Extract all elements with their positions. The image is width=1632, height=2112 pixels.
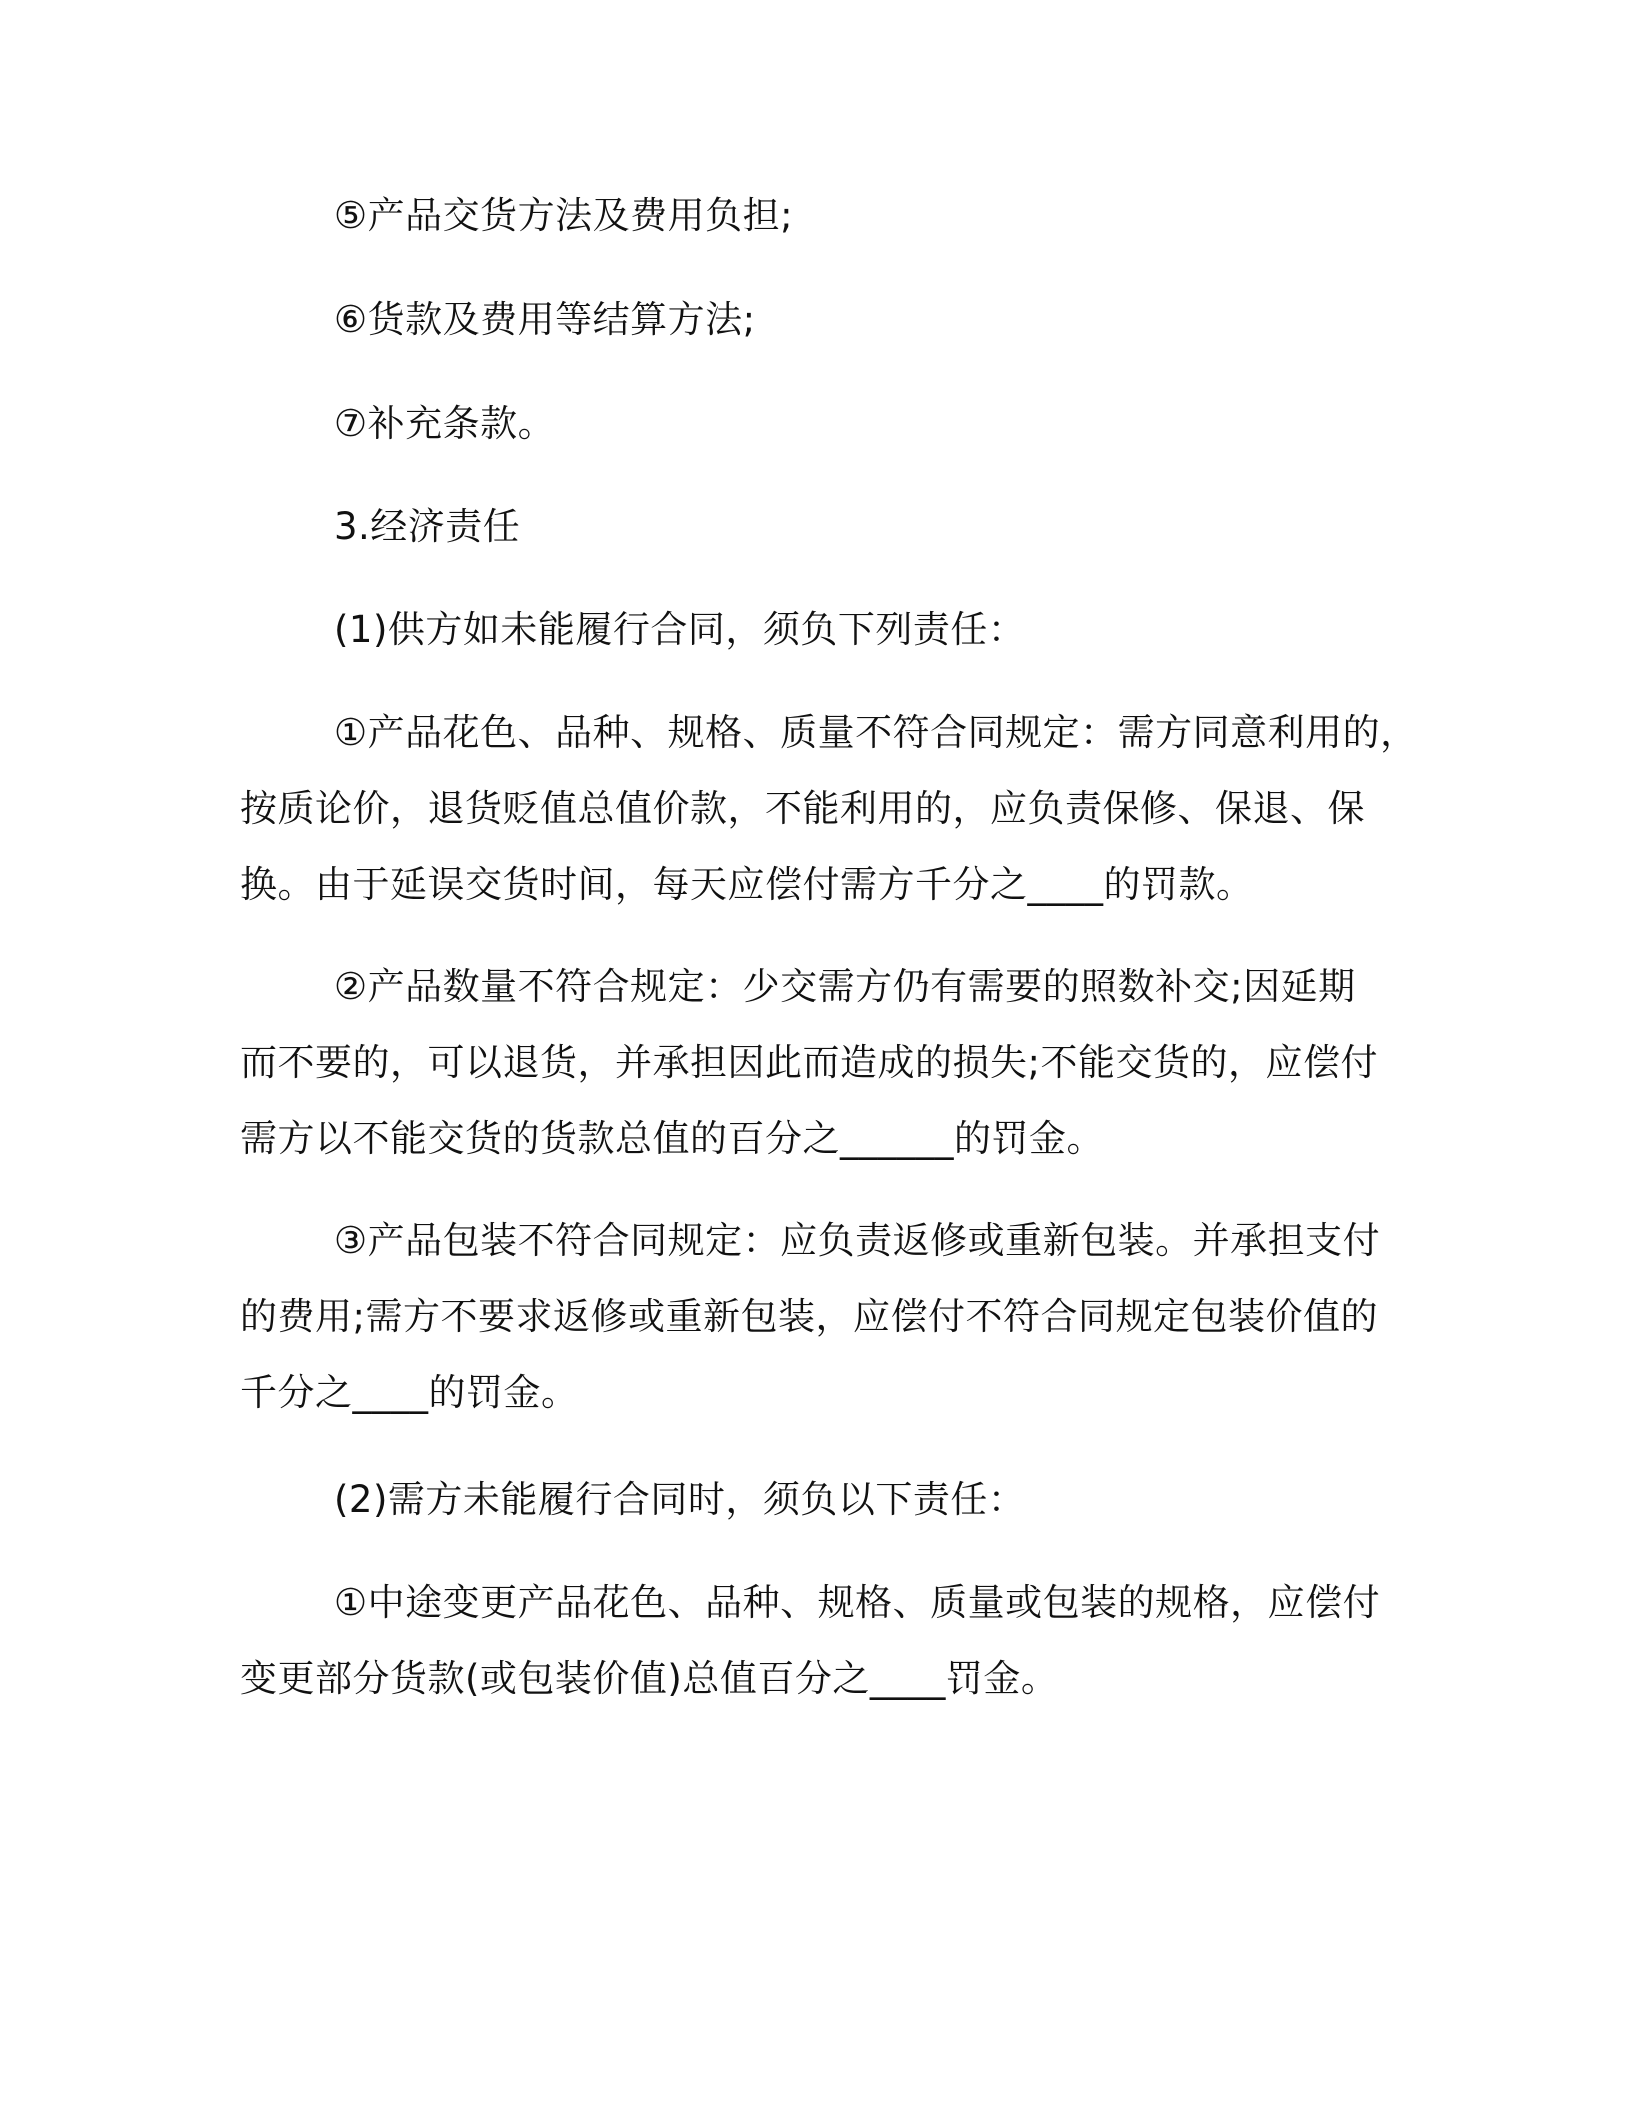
paragraph-line: 的费用;需方不要求返修或重新包装，应偿付不符合同规定包装价值的 [240, 1295, 1378, 1338]
clause-midway-change [240, 1565, 1408, 1717]
paragraph-supplementary-terms [240, 386, 1408, 462]
clause-packaging-nonconformity [240, 1203, 1408, 1431]
paragraph-line: 千分之____的罚金。 [240, 1371, 579, 1414]
paragraph-settlement-method [240, 282, 1408, 358]
paragraph-line: (2)需方未能履行合同时，须负以下责任： [334, 1478, 1026, 1521]
paragraph-delivery-method [240, 178, 1408, 254]
paragraph-line: ①中途变更产品花色、品种、规格、质量或包装的规格，应偿付 [334, 1581, 1381, 1624]
section-heading-economic-liability [240, 489, 1408, 565]
paragraph-line: 而不要的，可以退货，并承担因此而造成的损失;不能交货的，应偿付 [240, 1041, 1378, 1084]
clause-quality-nonconformity [240, 695, 1418, 923]
paragraph-line: 3.经济责任 [334, 505, 521, 548]
subsection-buyer-liability [240, 1462, 1408, 1538]
paragraph-line: ②产品数量不符合规定：少交需方仍有需要的照数补交;因延期 [334, 965, 1356, 1008]
paragraph-line: (1)供方如未能履行合同，须负下列责任： [334, 608, 1026, 651]
paragraph-line: 需方以不能交货的货款总值的百分之______的罚金。 [240, 1117, 1104, 1160]
paragraph-line: ①产品花色、品种、规格、质量不符合同规定：需方同意利用的， [334, 711, 1418, 754]
paragraph-line: ⑥货款及费用等结算方法; [334, 298, 756, 341]
paragraph-line: ⑤产品交货方法及费用负担; [334, 194, 794, 237]
paragraph-line: 换。由于延误交货时间，每天应偿付需方千分之____的罚款。 [240, 863, 1254, 906]
clause-quantity-nonconformity [240, 949, 1408, 1177]
paragraph-line: 变更部分货款(或包装价值)总值百分之____罚金。 [240, 1657, 1059, 1700]
subsection-supplier-liability [240, 592, 1408, 668]
paragraph-line: ⑦补充条款。 [334, 402, 556, 445]
paragraph-line: 按质论价，退货贬值总值价款，不能利用的，应负责保修、保退、保 [240, 787, 1365, 830]
paragraph-line: ③产品包装不符合同规定：应负责返修或重新包装。并承担支付 [334, 1219, 1381, 1262]
